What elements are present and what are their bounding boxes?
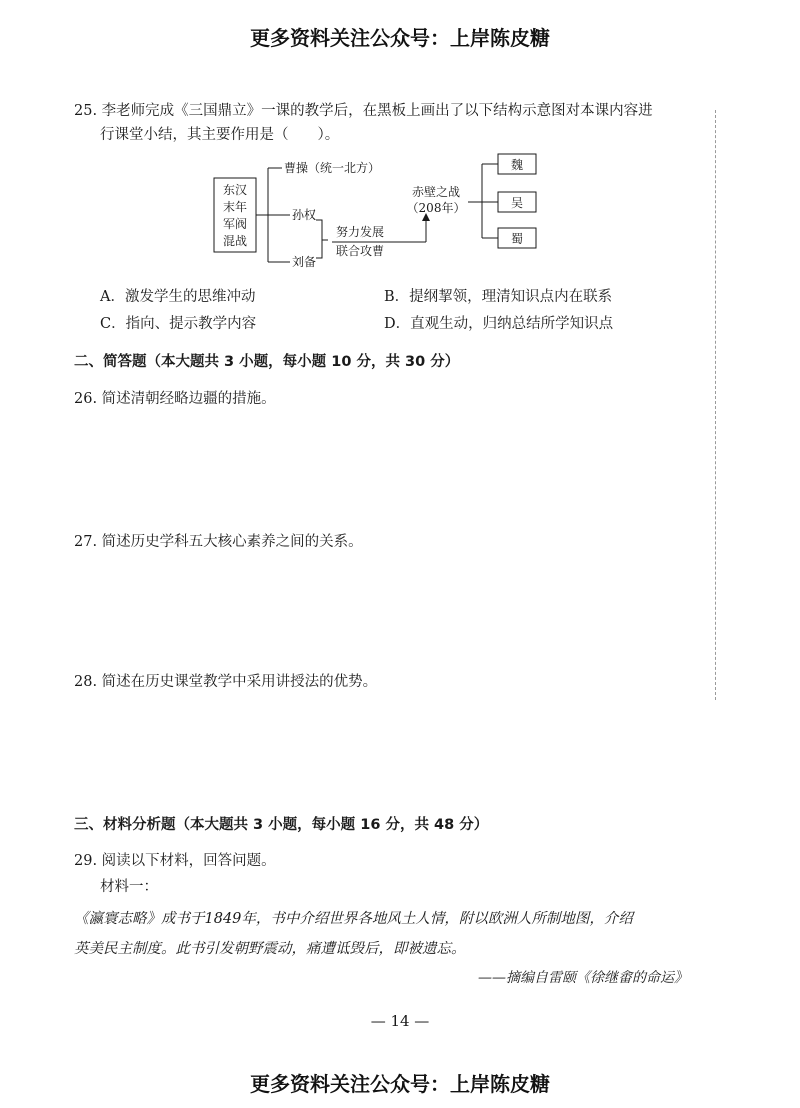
option-a: A．激发学生的思维冲动 bbox=[100, 289, 256, 305]
question-28: 28. 简述在历史课堂教学中采用讲授法的优势。 bbox=[74, 674, 378, 690]
diagram-start-line2: 末年 bbox=[222, 200, 248, 214]
diagram-battle-line2: （208年） bbox=[406, 201, 466, 215]
structure-diagram bbox=[210, 150, 550, 280]
scan-edge-line bbox=[715, 110, 716, 700]
section-3-heading: 三、材料分析题（本大题共 3 小题，每小题 16 分，共 48 分） bbox=[74, 817, 489, 833]
diagram-cao-cao: 曹操（统一北方） bbox=[284, 161, 381, 175]
page-number: — 14 — bbox=[370, 1012, 430, 1030]
question-25-line2: 行课堂小结，其主要作用是（ ）。 bbox=[100, 127, 340, 143]
diagram-kingdom-wei: 魏 bbox=[510, 158, 524, 172]
diagram-battle-line1: 赤壁之战 bbox=[411, 185, 461, 199]
section-2-heading: 二、简答题（本大题共 3 小题，每小题 10 分，共 30 分） bbox=[74, 354, 460, 370]
diagram-kingdom-shu: 蜀 bbox=[510, 232, 524, 246]
diagram-kingdom-wu: 吴 bbox=[510, 196, 524, 210]
material-line1: 《瀛寰志略》成书于1849年，书中介绍世界各地风土人情，附以欧洲人所制地图，介绍 bbox=[74, 911, 633, 927]
option-d: D．直观生动，归纳总结所学知识点 bbox=[384, 316, 614, 332]
question-27: 27. 简述历史学科五大核心素养之间的关系。 bbox=[74, 534, 363, 550]
material-line2: 英美民主制度。此书引发朝野震动，痛遭诋毁后，即被遗忘。 bbox=[74, 941, 466, 957]
question-25-line1: 25. 李老师完成《三国鼎立》一课的教学后，在黑板上画出了以下结构示意图对本课内容进 bbox=[74, 103, 653, 119]
diagram-start-line3: 军阀 bbox=[222, 217, 248, 231]
question-29-stem: 29. 阅读以下材料，回答问题。 bbox=[74, 853, 276, 869]
diagram-alliance-line2: 联合攻曹 bbox=[336, 244, 385, 258]
footer-watermark: 更多资料关注公众号：上岸陈皮糖 bbox=[250, 1072, 550, 1096]
diagram-sun-quan: 孙权 bbox=[292, 208, 317, 222]
option-c: C．指向、提示教学内容 bbox=[100, 316, 257, 332]
diagram-start-line4: 混战 bbox=[222, 234, 248, 248]
diagram-start-line1: 东汉 bbox=[222, 183, 248, 197]
diagram-alliance-line1: 努力发展 bbox=[336, 225, 385, 239]
diagram-liu-bei: 刘备 bbox=[292, 255, 317, 269]
header-watermark: 更多资料关注公众号：上岸陈皮糖 bbox=[250, 26, 550, 50]
question-26: 26. 简述清朝经略边疆的措施。 bbox=[74, 391, 276, 407]
material-label: 材料一： bbox=[100, 879, 158, 895]
material-source: ——摘编自雷颐《徐继畬的命运》 bbox=[478, 970, 688, 986]
option-b: B．提纲挈领，理清知识点内在联系 bbox=[384, 289, 613, 305]
